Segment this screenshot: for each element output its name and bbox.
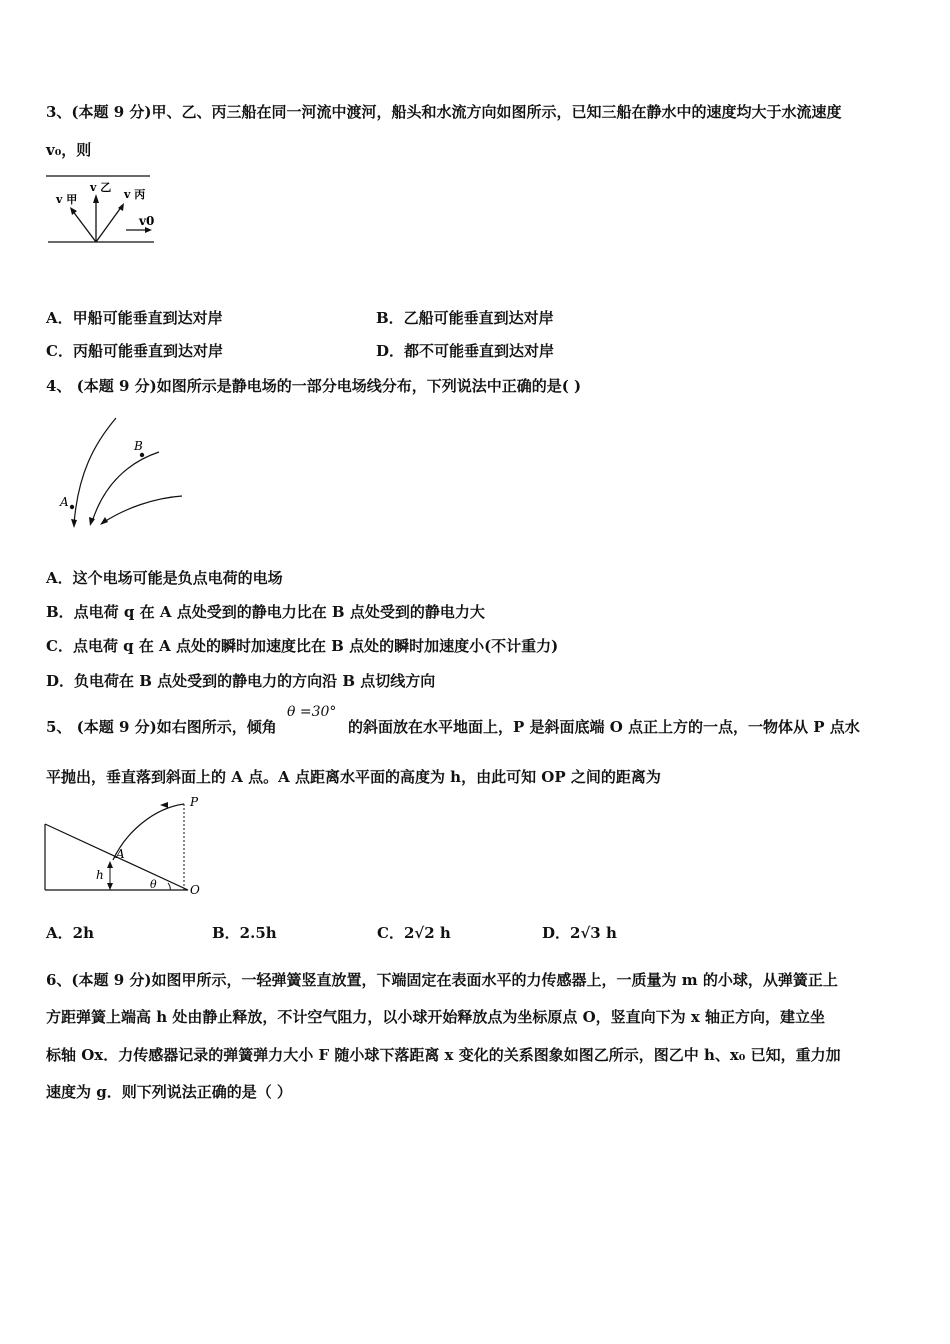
q4-label-a: A <box>60 495 69 509</box>
q5-stem-line2: 平抛出，垂直落到斜面上的 A 点。A 点距离水平面的高度为 h，由此可知 OP 之间的距离为 <box>46 768 661 786</box>
q6-stem-line3: 标轴 Ox．力传感器记录的弹簧弹力大小 F 随小球下落距离 x 变化的关系图象如图乙所示，图乙中 h、x₀ 已知，重力加 <box>46 1046 841 1064</box>
q4-point-a <box>70 505 74 509</box>
q5-label-theta: θ <box>150 878 157 891</box>
q5-option-c: C．2√2 h <box>377 924 451 942</box>
q4-label-b: B <box>134 439 143 453</box>
q4-field-line-figure <box>54 414 189 534</box>
q4-field-line-1 <box>74 418 116 524</box>
q5-theta-expression: θ =30° <box>287 704 337 720</box>
q3-option-c: C．丙船可能垂直到达对岸 <box>46 342 223 360</box>
q4-option-c: C．点电荷 q 在 A 点处的瞬时加速度比在 B 点处的瞬时加速度小(不计重力) <box>46 637 559 655</box>
q3-stem-line1: 3、(本题 9 分)甲、乙、丙三船在同一河流中渡河，船头和水流方向如图所示，已知三船在静水中的速度均大于水流速度 <box>46 103 842 121</box>
q5-option-d: D．2√3 h <box>542 924 617 942</box>
q3-arrow-jia <box>72 210 96 242</box>
q3-option-b: B．乙船可能垂直到达对岸 <box>376 309 554 327</box>
q4-option-b: B．点电荷 q 在 A 点处受到的静电力比在 B 点处受到的静电力大 <box>46 603 485 621</box>
q5-stem-pre: 5、 (本题 9 分)如右图所示，倾角 <box>46 718 277 736</box>
q4-stem: 4、 (本题 9 分)如图所示是静电场的一部分电场线分布，下列说法中正确的是( ) <box>46 377 582 395</box>
q3-boat-figure <box>44 170 164 250</box>
q6-stem-line4: 速度为 g．则下列说法正确的是（ ） <box>46 1083 292 1101</box>
q3-option-d: D．都不可能垂直到达对岸 <box>376 342 555 360</box>
q3-label-v0: v0 <box>139 214 155 228</box>
q4-field-line-2 <box>92 452 159 522</box>
q5-label-p: P <box>190 795 199 809</box>
q3-arrow-bing <box>96 206 122 242</box>
q3-label-v-bing: v 丙 <box>124 188 146 201</box>
q3-stem-line2: v₀，则 <box>46 141 92 159</box>
q3-option-a: A．甲船可能垂直到达对岸 <box>46 309 223 327</box>
q5-option-b: B．2.5h <box>212 924 277 942</box>
q3-label-v-yi: v 乙 <box>90 181 112 194</box>
q3-label-v-jia: v 甲 <box>56 193 78 206</box>
q4-point-b <box>140 453 144 457</box>
q5-label-h: h <box>96 868 104 882</box>
q6-stem-line1: 6、(本题 9 分)如图甲所示，一轻弹簧竖直放置，下端固定在表面水平的力传感器上，一质量为 m 的小球，从弹簧正上 <box>46 971 838 989</box>
q5-stem-post: 的斜面放在水平地面上，P 是斜面底端 O 点正上方的一点，一物体从 P 点水 <box>348 718 860 736</box>
q5-angle-arc <box>168 883 170 890</box>
q6-stem-line2: 方距弹簧上端高 h 处由静止释放，不计空气阻力，以小球开始释放点为坐标原点 O，竖直向下为 x 轴正方向，建立坐 <box>46 1008 826 1026</box>
q4-option-d: D．负电荷在 B 点处受到的静电力的方向沿 B 点切线方向 <box>46 672 436 690</box>
q5-incline-figure <box>44 794 209 898</box>
q4-option-a: A．这个电场可能是负点电荷的电场 <box>46 569 283 587</box>
q5-label-a: A <box>116 847 125 861</box>
q5-label-o: O <box>190 883 200 897</box>
q4-field-line-3 <box>104 496 182 522</box>
q5-option-a: A．2h <box>46 924 94 942</box>
